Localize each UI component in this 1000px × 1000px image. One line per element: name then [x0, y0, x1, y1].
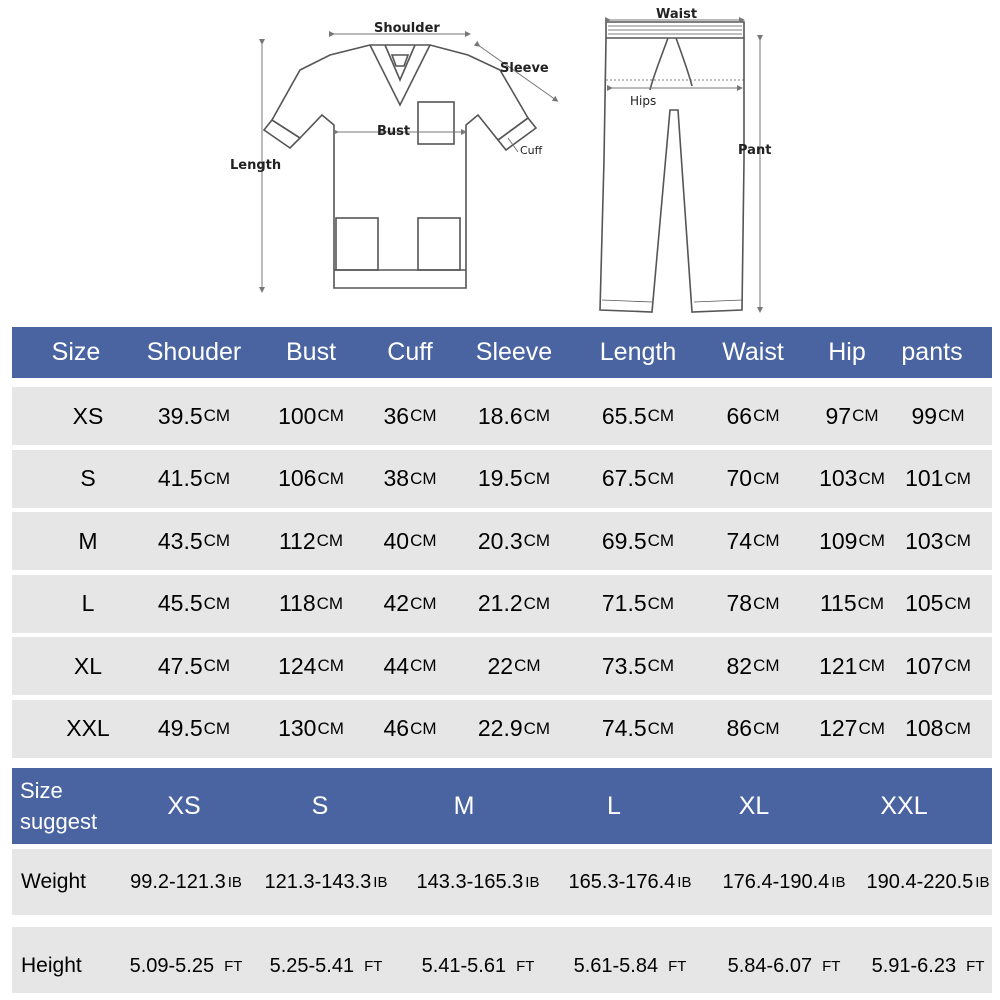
sleeve-cell [464, 637, 564, 695]
measurement-value: 21.2 [477, 590, 523, 616]
measurement-value: 78 [726, 590, 753, 616]
unit-cm: CM [410, 468, 437, 488]
size-cell: XS [72, 402, 104, 429]
weight-cell [112, 849, 260, 915]
unit-cm: CM [944, 718, 971, 738]
unit-cm: CM [944, 531, 971, 550]
pants-cell [888, 700, 988, 758]
garment-illustration [0, 0, 1000, 325]
unit-height: FT [822, 957, 841, 975]
measurement-value: 44 [383, 652, 410, 679]
unit-cm: CM [852, 406, 879, 425]
shoulder-cell [134, 637, 254, 695]
suggest-size-xs: XS [167, 791, 201, 820]
waist-cell [708, 700, 798, 758]
shoulder-cell [134, 700, 254, 758]
suggest-size-l: L [607, 791, 621, 820]
hip-cell [814, 637, 890, 695]
weight-value: 190.4-220.5 [866, 870, 974, 893]
cuff-cell [372, 387, 448, 445]
scrub-pants-icon [600, 22, 744, 312]
weight-value: 176.4-190.4 [722, 870, 830, 893]
suggest-size-m: M [453, 791, 475, 820]
unit-cm: CM [753, 593, 780, 613]
measurement-value: 49.5 [157, 715, 203, 741]
length-cell [584, 387, 692, 445]
unit-cm: CM [514, 656, 541, 675]
unit-cm: CM [410, 531, 437, 550]
measurement-value: 109 [819, 527, 858, 554]
size-suggest-label [12, 768, 130, 844]
size-cell: L [81, 590, 95, 616]
header-length: Length [599, 338, 677, 366]
unit-cm: CM [523, 718, 551, 738]
height-cell [854, 933, 1000, 999]
measurement-value: 103 [905, 527, 944, 554]
measurement-value: 41.5 [157, 465, 203, 491]
height-row [12, 927, 992, 993]
unit-cm: CM [858, 718, 885, 738]
cuff-label: Cuff [520, 144, 543, 157]
measurement-value: 73.5 [601, 652, 647, 679]
weight-value: 143.3-165.3 [416, 870, 524, 893]
unit-cm: CM [317, 656, 344, 675]
measurement-value: 97 [825, 402, 852, 429]
measurement-value: 103 [819, 465, 858, 491]
unit-cm: CM [316, 593, 344, 613]
height-value: 5.91-6.23 [871, 954, 957, 977]
pant-label: Pant [738, 143, 772, 158]
length-cell [584, 700, 692, 758]
measurement-value: 22.9 [477, 715, 523, 741]
pants-cell [888, 450, 988, 508]
unit-cm: CM [410, 718, 437, 738]
weight-label: Weight [21, 870, 86, 893]
measurement-value: 118 [278, 590, 316, 616]
measurement-value: 40 [383, 527, 410, 554]
unit-cm: CM [753, 406, 780, 425]
header-shoulder: Shouder [146, 338, 242, 366]
header-bust: Bust [285, 338, 337, 366]
waist-cell [708, 387, 798, 445]
hip-cell [814, 700, 890, 758]
size-row-xxl [12, 700, 992, 758]
shoulder-label: Shoulder [374, 21, 440, 36]
waist-cell [708, 637, 798, 695]
bust-cell [268, 637, 354, 695]
height-value: 5.84-6.07 [727, 954, 813, 977]
unit-cm: CM [523, 593, 551, 613]
weight-cell [252, 849, 400, 915]
header-size: Size [51, 338, 101, 366]
measurement-value: 67.5 [601, 465, 647, 491]
bust-label: Bust [377, 124, 411, 139]
unit-cm: CM [523, 468, 551, 488]
unit-cm: CM [858, 656, 885, 675]
measurement-value: 65.5 [601, 402, 647, 429]
weight-value: 99.2-121.3 [130, 870, 226, 893]
measurement-value: 36 [383, 402, 410, 429]
header-waist: Waist [722, 338, 784, 366]
measurement-value: 38 [383, 465, 410, 491]
hip-cell [814, 450, 890, 508]
measurement-value: 45.5 [157, 590, 203, 616]
measurement-value: 19.5 [477, 465, 523, 491]
measurement-value: 47.5 [157, 652, 203, 679]
measurement-value: 108 [905, 715, 944, 741]
unit-cm: CM [753, 531, 780, 550]
sleeve-cell [464, 700, 564, 758]
measurement-value: 124 [278, 652, 317, 679]
unit-height: FT [224, 957, 243, 975]
waist-cell [708, 575, 798, 633]
pants-cell [888, 637, 988, 695]
suggest-size-xl: XL [738, 791, 770, 820]
height-value: 5.61-5.84 [573, 954, 659, 977]
bust-cell [268, 387, 354, 445]
shoulder-cell [134, 512, 254, 570]
measurement-value: 100 [278, 402, 317, 429]
size-suggest-header [12, 768, 992, 844]
unit-cm: CM [647, 656, 675, 675]
size-cell: M [78, 527, 98, 554]
unit-height: FT [966, 957, 985, 975]
measurement-value: 99 [911, 402, 938, 429]
weight-cell [854, 849, 1000, 915]
unit-cm: CM [203, 718, 231, 738]
header-pants: pants [901, 338, 963, 366]
size-row-xl [12, 637, 992, 695]
unit-weight: IB [677, 873, 692, 891]
unit-cm: CM [647, 593, 675, 613]
unit-cm: CM [317, 406, 344, 425]
unit-cm: CM [203, 468, 231, 488]
waist-cell [708, 512, 798, 570]
pants-measure-lines [608, 20, 760, 310]
unit-cm: CM [523, 531, 551, 550]
unit-cm: CM [410, 406, 437, 425]
cuff-cell [372, 512, 448, 570]
height-cell [710, 933, 858, 999]
unit-cm: CM [944, 656, 971, 675]
height-value: 5.25-5.41 [269, 954, 355, 977]
unit-cm: CM [647, 718, 675, 738]
size-cell: S [80, 465, 96, 491]
measurement-value: 130 [278, 715, 317, 741]
hip-cell [814, 512, 890, 570]
unit-cm: CM [203, 656, 231, 675]
measurement-value: 121 [819, 652, 858, 679]
sleeve-label: Sleeve [500, 61, 549, 76]
weight-cell [710, 849, 858, 915]
measurement-value: 86 [726, 715, 753, 741]
unit-cm: CM [317, 468, 344, 488]
waist-label: Waist [656, 7, 698, 22]
unit-cm: CM [647, 531, 675, 550]
measurement-value: 20.3 [477, 527, 523, 554]
size-row-xs [12, 387, 992, 445]
shoulder-cell [134, 387, 254, 445]
length-cell [584, 450, 692, 508]
unit-cm: CM [523, 406, 551, 425]
unit-cm: CM [410, 593, 437, 613]
measurement-value: 66 [726, 402, 753, 429]
length-cell [584, 637, 692, 695]
suggest-size-xxl: XXL [880, 791, 928, 820]
height-cell [556, 933, 704, 999]
hip-cell [814, 575, 890, 633]
shoulder-cell [134, 450, 254, 508]
measurement-value: 74 [726, 527, 753, 554]
unit-weight: IB [975, 873, 990, 891]
size-cell: XXL [66, 715, 110, 741]
unit-weight: IB [831, 873, 846, 891]
measurement-value: 70 [726, 465, 753, 491]
measurement-value: 71.5 [601, 590, 647, 616]
unit-cm: CM [203, 593, 231, 613]
unit-cm: CM [944, 593, 971, 613]
unit-cm: CM [647, 468, 675, 488]
sleeve-cell [464, 512, 564, 570]
length-cell [584, 575, 692, 633]
unit-weight: IB [525, 873, 540, 891]
measurement-value: 115 [819, 590, 857, 616]
header-hip: Hip [828, 338, 866, 366]
length-cell [584, 512, 692, 570]
unit-weight: IB [227, 873, 242, 891]
measurement-value: 107 [905, 652, 944, 679]
height-label: Height [21, 954, 82, 977]
hip-cell [814, 387, 890, 445]
measurement-value: 106 [278, 465, 317, 491]
size-row-m [12, 512, 992, 570]
height-cell [252, 933, 400, 999]
sleeve-cell [464, 575, 564, 633]
cuff-cell [372, 637, 448, 695]
unit-cm: CM [203, 531, 231, 550]
shoulder-cell [134, 575, 254, 633]
size-row-l [12, 575, 992, 633]
unit-cm: CM [753, 656, 780, 675]
bust-cell [268, 512, 354, 570]
measurement-value: 18.6 [477, 402, 523, 429]
cuff-cell [372, 700, 448, 758]
height-cell [112, 933, 260, 999]
unit-height: FT [364, 957, 383, 975]
unit-cm: CM [203, 406, 231, 425]
pants-cell [888, 512, 988, 570]
sleeve-cell [464, 387, 564, 445]
measurement-value: 69.5 [601, 527, 647, 554]
measurement-value: 42 [383, 590, 410, 616]
bust-cell [268, 575, 354, 633]
weight-value: 121.3-143.3 [264, 870, 372, 893]
measurement-value: 112 [278, 527, 316, 554]
cuff-cell [372, 450, 448, 508]
size-table-header [12, 327, 992, 378]
hips-label: Hips [630, 94, 657, 108]
height-value: 5.09-5.25 [129, 954, 215, 977]
unit-height: FT [516, 957, 535, 975]
measurement-value: 46 [383, 715, 410, 741]
measurement-diagram [0, 0, 1000, 325]
measurement-value: 82 [726, 652, 753, 679]
size-suggest-label-line2: suggest [20, 809, 98, 834]
weight-value: 165.3-176.4 [568, 870, 676, 893]
weight-cell [404, 849, 552, 915]
unit-cm: CM [938, 406, 965, 425]
header-sleeve: Sleeve [475, 338, 553, 366]
header-cuff: Cuff [387, 338, 433, 366]
suggest-size-s: S [311, 791, 329, 820]
cuff-cell [372, 575, 448, 633]
bust-cell [268, 700, 354, 758]
weight-row [12, 849, 992, 915]
measurement-value: 105 [905, 590, 944, 616]
unit-cm: CM [858, 531, 885, 550]
height-value: 5.41-5.61 [421, 954, 507, 977]
unit-cm: CM [753, 718, 780, 738]
scrub-top-icon [264, 45, 536, 288]
size-row-s [12, 450, 992, 508]
height-cell [404, 933, 552, 999]
unit-cm: CM [858, 468, 885, 488]
unit-cm: CM [857, 593, 885, 613]
weight-cell [556, 849, 704, 915]
unit-cm: CM [316, 531, 344, 550]
unit-height: FT [668, 957, 687, 975]
length-label: Length [230, 158, 282, 173]
measurement-value: 43.5 [157, 527, 203, 554]
measurement-value: 74.5 [601, 715, 647, 741]
measurement-value: 39.5 [157, 402, 203, 429]
pants-cell [888, 575, 988, 633]
measurement-value: 127 [819, 715, 858, 741]
pants-cell [888, 387, 988, 445]
unit-cm: CM [944, 468, 971, 488]
measurement-value: 22 [487, 652, 514, 679]
sleeve-cell [464, 450, 564, 508]
size-suggest-label-line1: Size [20, 778, 63, 803]
unit-cm: CM [753, 468, 780, 488]
unit-cm: CM [647, 406, 675, 425]
bust-cell [268, 450, 354, 508]
waist-cell [708, 450, 798, 508]
unit-cm: CM [317, 718, 344, 738]
unit-cm: CM [410, 656, 437, 675]
measurement-value: 101 [905, 465, 944, 491]
unit-weight: IB [373, 873, 388, 891]
size-cell: XL [73, 652, 103, 679]
